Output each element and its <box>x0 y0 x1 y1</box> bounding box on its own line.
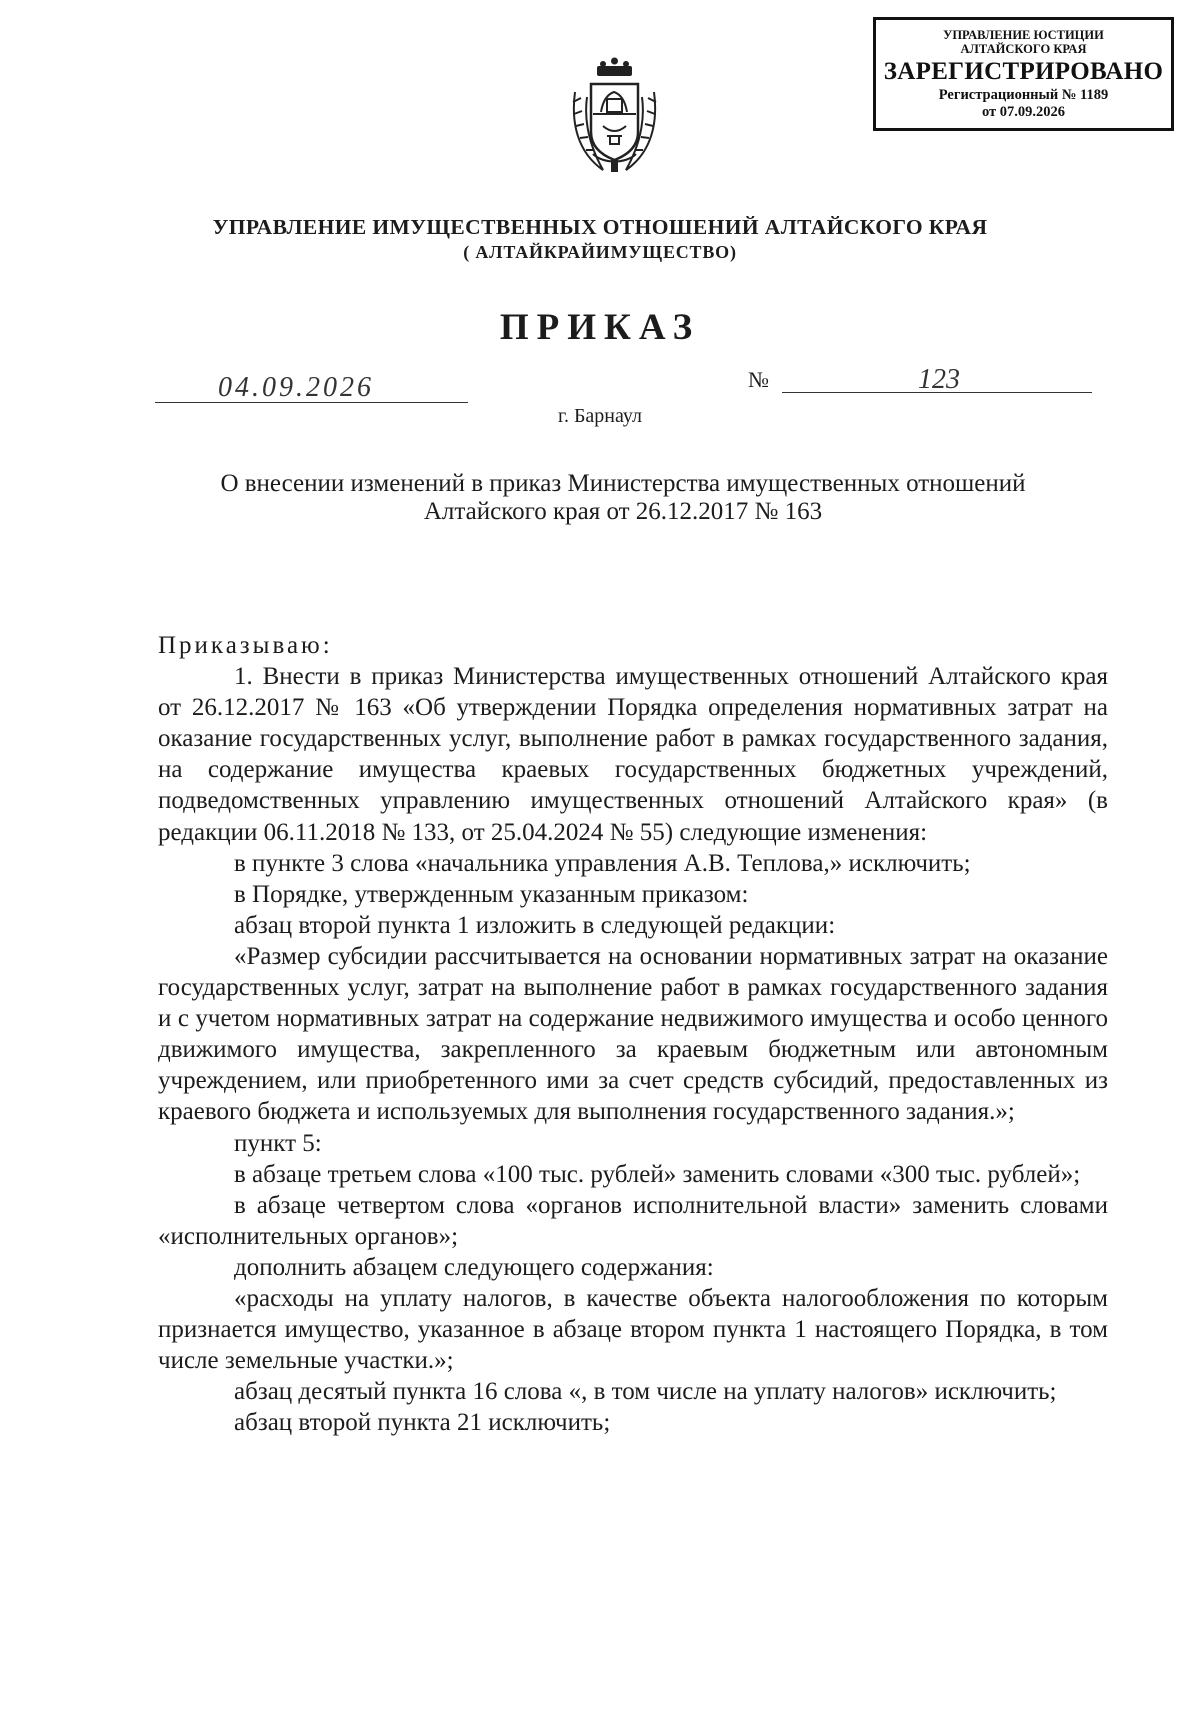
paragraph-11: абзац десятый пункта 16 слова «, в том числе на уплату налогов» исключить; <box>234 1378 1057 1406</box>
paragraph-6: пункт 5: <box>234 1129 322 1157</box>
paragraph-10: «расходы на уплату налогов, в качестве объекта налогообложения по которым признается имущество, указанное в абзаце втором пункта 1 настоящего Порядка, в том числе земельные участки.»; <box>158 1284 1108 1375</box>
paragraph-1: 1. Внести в приказ Министерства имущественных отношений Алтайского края от 26.12.2017 № 163 «Об утверждении Порядка определения нормативных затрат на оказание государственных услуг, выполнение работ в рамках государственного задания, на содержание имущества краевых государственных бюджетных учреждений, подведомственных управлению имущественных отношений Алтайского края» (в редакции 06.11.2018 № 133, от 25.04.2024 № 55) следующие изменения: <box>158 663 1108 846</box>
paragraph-9: дополнить абзацем следующего содержания: <box>234 1253 714 1281</box>
paragraph-7: в абзаце третьем слова «100 тыс. рублей» заменить словами «300 тыс. рублей»; <box>234 1160 1081 1188</box>
stamp-org-line1: УПРАВЛЕНИЕ ЮСТИЦИИ <box>943 28 1104 42</box>
paragraph-12: абзац второй пункта 21 исключить; <box>234 1409 611 1437</box>
paragraph-2: в пункте 3 слова «начальника управления А.В. Теплова,» исключить; <box>234 849 971 877</box>
subject-line-2: Алтайского края от 26.12.2017 № 163 <box>423 498 823 525</box>
organization-name: УПРАВЛЕНИЕ ИМУЩЕСТВЕННЫХ ОТНОШЕНИЙ АЛТАЙСКОГО КРАЯ <box>212 215 988 239</box>
document-type: ПРИКАЗ <box>499 307 701 348</box>
paragraph-5: «Размер субсидии рассчитывается на основании нормативных затрат на оказание государственных услуг, затрат на выполнение работ в рамках государственного задания и с учетом нормативных затрат на содержание недвижимого имущества и особо ценного движимого имущества, закрепленного за краевым бюджетным или автономным учреждением, или приобретенного ими за счет средств субсидий, предоставленных из краевого бюджета и используемых для выполнения государственного задания.»; <box>158 942 1108 1126</box>
order-intro: Приказываю: <box>158 632 333 659</box>
stamp-reg-date: от 07.09.2026 <box>981 104 1066 120</box>
paragraph-8: в абзаце четвертом слова «органов исполнительной власти» заменить словами «исполнительных органов»; <box>158 1191 1108 1250</box>
number-label: № <box>748 367 769 392</box>
document-body <box>158 630 1108 1438</box>
coat-of-arms-emblem <box>563 52 666 180</box>
paragraph-4: абзац второй пункта 1 изложить в следующей редакции: <box>234 911 836 939</box>
registration-stamp <box>873 17 1174 131</box>
paragraph-3: в Порядке, утвержденным указанным приказом: <box>234 880 749 908</box>
subject-line-1: О внесении изменений в приказ Министерства имущественных отношений <box>220 470 1026 497</box>
document-date: 04.09.2026 <box>218 372 374 403</box>
stamp-org-line2: АЛТАЙСКОГО КРАЯ <box>960 42 1087 56</box>
document-number: 123 <box>918 364 960 395</box>
document-subject <box>168 470 1078 526</box>
organization-short-name: ( АЛТАЙКРАЙИМУЩЕСТВО) <box>463 242 737 262</box>
stamp-reg-number: Регистрационный № 1189 <box>938 87 1109 103</box>
stamp-status: ЗАРЕГИСТРИРОВАНО <box>883 58 1164 85</box>
city: г. Барнаул <box>558 405 642 427</box>
